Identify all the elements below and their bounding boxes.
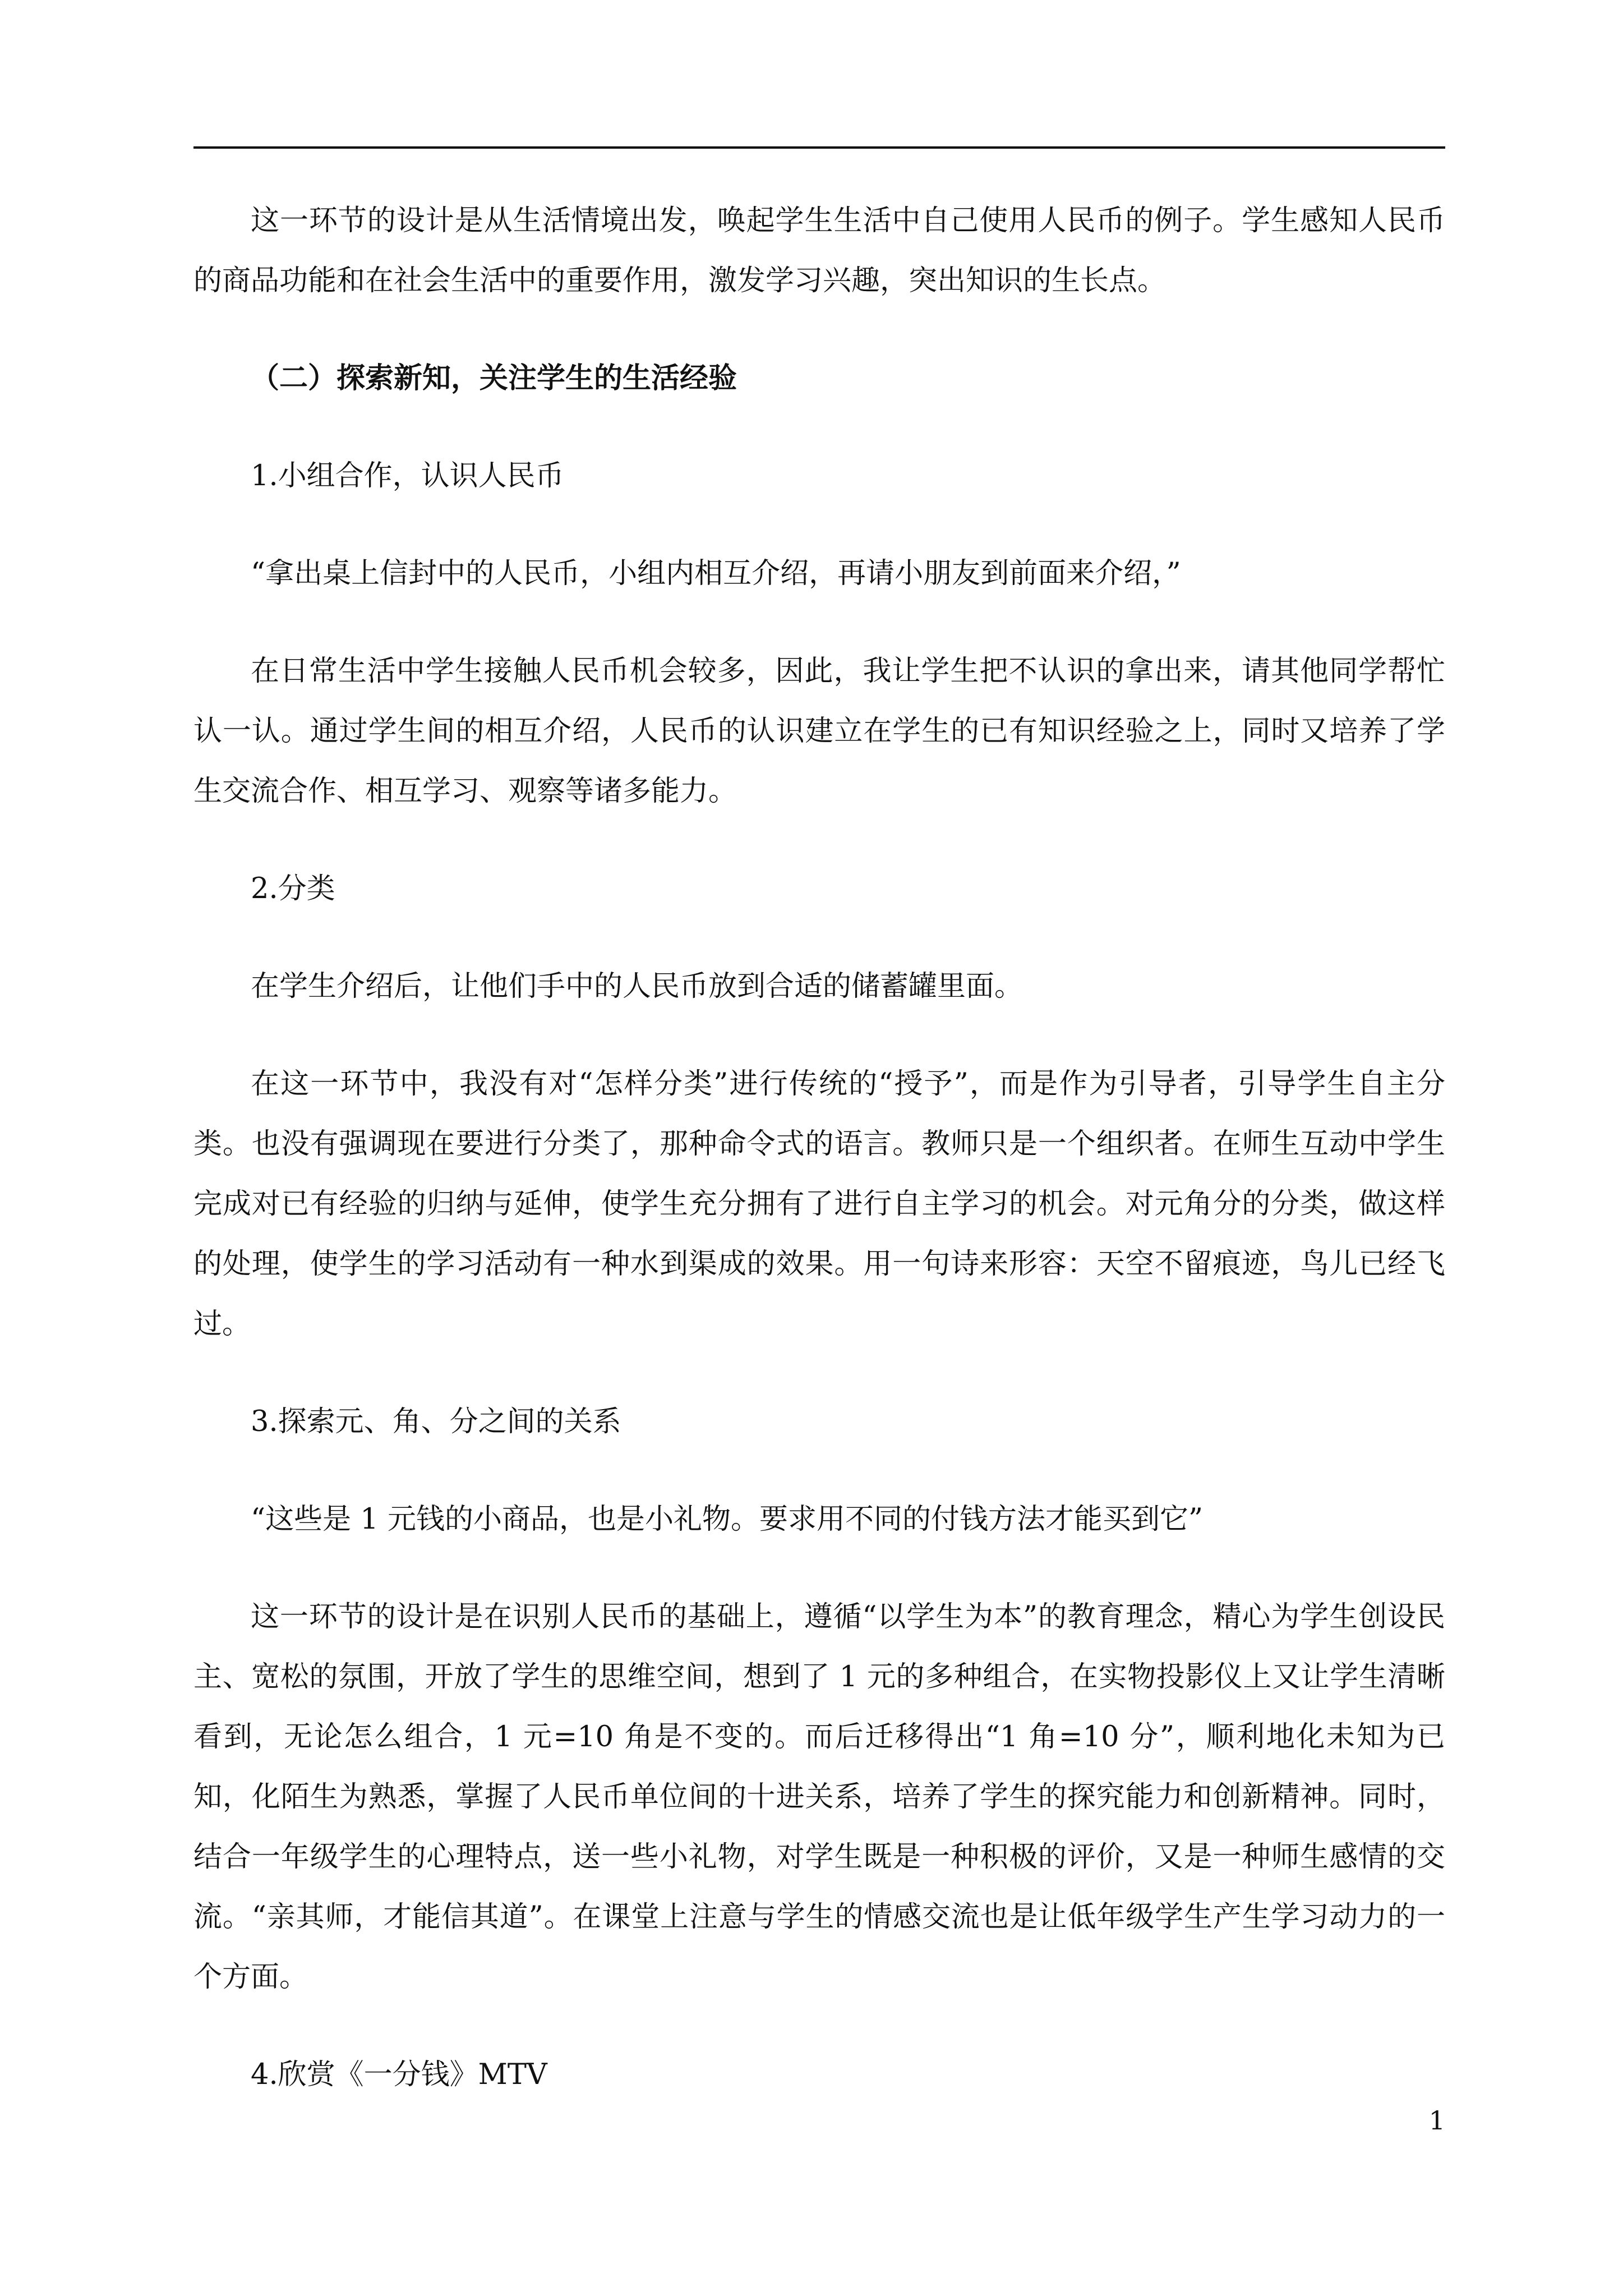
paragraph-piggy-bank: 在学生介绍后，让他们手中的人民币放到合适的储蓄罐里面。 xyxy=(251,970,1023,1003)
subheading-yuan-jiao-fen: 3.探索元、角、分之间的关系 xyxy=(251,1405,621,1438)
paragraph-classification-discussion: 在这一环节中，我没有对“怎样分类”进行传统的“授予”，而是作为引导者，引导学生自主分类。也没有强调现在要进行分类了，那种命令式的语言。教师只是一个组织者。在师生互动中学生完成对已有经验的归纳与延伸，使学生充分拥有了进行自主学习的机会。对元角分的分类，做这样的处理，使学生的学习活动有一种水到渠成的效果。用一句诗来形容：天空不留痕迹，鸟儿已经飞过。 xyxy=(193,1068,1445,1341)
header-rule xyxy=(193,146,1445,149)
paragraph-intro-summary: 这一环节的设计是从生活情境出发，唤起学生生活中自己使用人民币的例子。学生感知人民币的商品功能和在社会生活中的重要作用，激发学习兴趣，突出知识的生长点。 xyxy=(193,204,1445,297)
paragraph-quote-envelope: “拿出桌上信封中的人民币，小组内相互介绍，再请小朋友到前面来介绍，” xyxy=(251,557,1181,590)
paragraph-relationship-discussion: 这一环节的设计是在识别人民币的基础上，遵循“以学生为本”的教育理念，精心为学生创设民主、宽松的氛围，开放了学生的思维空间，想到了 1 元的多种组合，在实物投影仪上又让学生清晰看到，无论怎么组合，1 元=10 角是不变的。而后迁移得出“1 角=10 分”，顺利地化未知为已知，化陌生为熟悉，掌握了人民币单位间的十进关系，培养了学生的探究能力和创新精神。同时，结合一年级学生的心理特点，送一些小礼物，对学生既是一种积极的评价，又是一种师生感情的交流。“亲其师，才能信其道”。在课堂上注意与学生的情感交流也是让低年级学生产生学习动力的一个方面。 xyxy=(193,1600,1445,1994)
paragraph-daily-life: 在日常生活中学生接触人民币机会较多，因此，我让学生把不认识的拿出来，请其他同学帮忙认一认。通过学生间的相互介绍，人民币的认识建立在学生的已有知识经验之上，同时又培养了学生交流合作、相互学习、观察等诸多能力。 xyxy=(193,655,1445,808)
subheading-group-cooperation: 1.小组合作，认识人民币 xyxy=(251,459,564,493)
paragraph-quote-gifts: “这些是 1 元钱的小商品，也是小礼物。要求用不同的付钱方法才能买到它” xyxy=(251,1503,1204,1536)
document-body xyxy=(193,191,1445,2105)
page-number: 1 xyxy=(1428,2105,1445,2136)
subheading-mtv: 4.欣赏《一分钱》MTV xyxy=(251,2058,547,2091)
section-heading: （二）探索新知，关注学生的生活经验 xyxy=(251,361,737,395)
subheading-classification: 2.分类 xyxy=(251,872,335,905)
